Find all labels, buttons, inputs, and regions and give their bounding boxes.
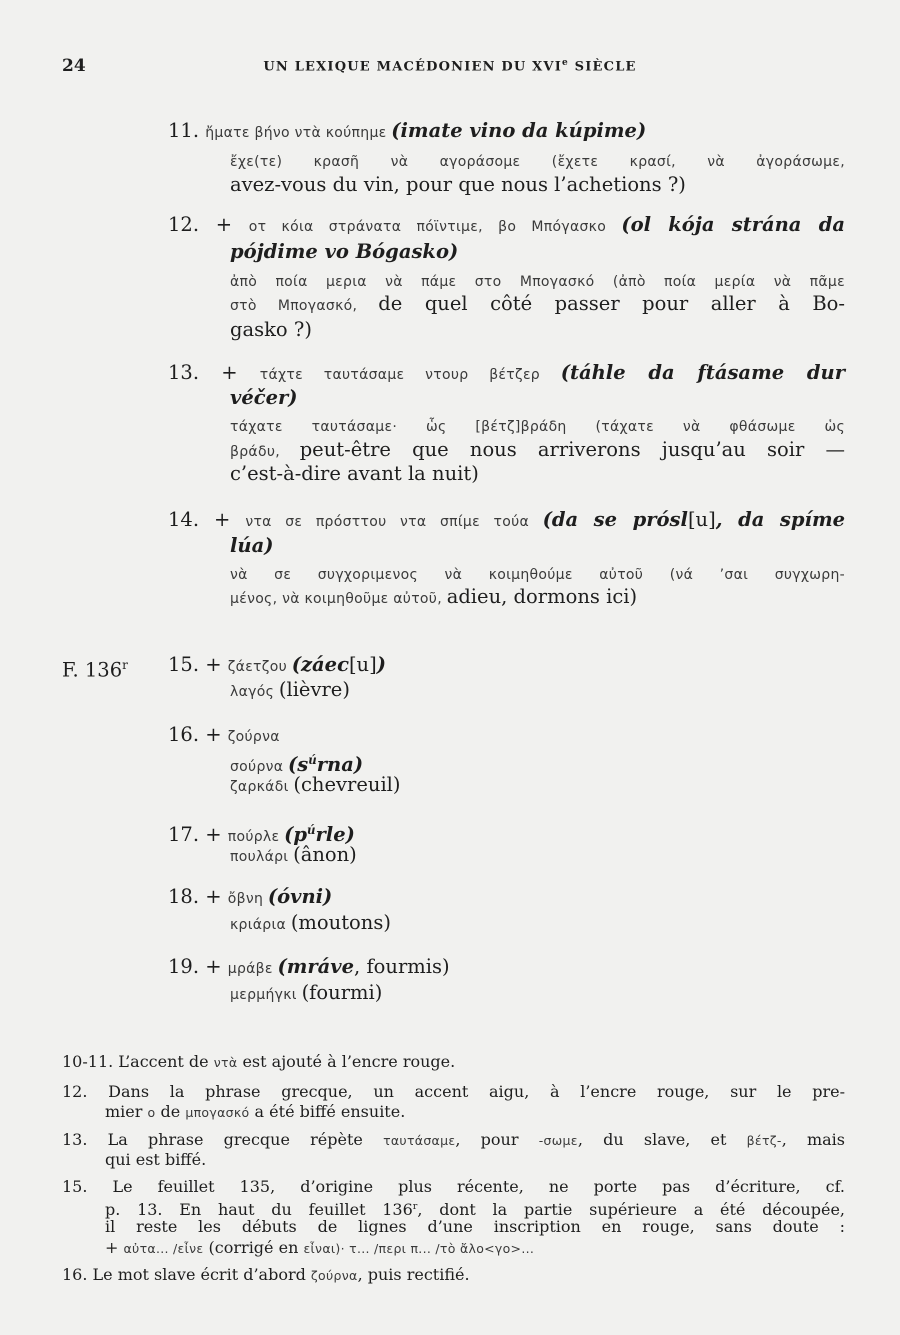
french-text: gasko ?) <box>230 318 312 341</box>
transliteration-text: pójdime vo Bógasko) <box>230 240 459 263</box>
running-title-sup: e <box>562 58 569 68</box>
greek-text: λαγός <box>230 684 279 700</box>
entry-line <box>230 980 382 1008</box>
greek-text: ζούρνα <box>227 729 280 745</box>
greek-text: ζούρνα <box>310 1268 358 1283</box>
greek-text: σούρνα <box>230 759 289 776</box>
french-text: de quel côté passer pour aller à Bo- <box>378 292 845 315</box>
entry-line <box>230 677 350 705</box>
french-text: qui est biffé. <box>105 1150 207 1169</box>
french-text: 10-11. L’accent de <box>62 1052 214 1071</box>
greek-text: -σωμε <box>538 1133 578 1148</box>
french-text: (ânon) <box>293 843 357 866</box>
footnote-line <box>105 1238 534 1259</box>
transliteration-text: rna) <box>316 753 364 777</box>
greek-text: ζαρκάδι <box>230 779 294 795</box>
footnote-line <box>62 1177 845 1197</box>
french-text: (moutons) <box>290 911 391 934</box>
french-text: 12. + <box>168 213 249 236</box>
entry-line <box>230 385 298 411</box>
folio-marker <box>62 652 128 684</box>
french-text: 16. + <box>168 723 228 746</box>
entry-line <box>230 842 357 870</box>
entry-line <box>230 147 845 175</box>
french-text: p. 13. En haut du feuillet 136 <box>105 1199 413 1219</box>
transliteration-text: lúa) <box>230 534 274 557</box>
french-text: , fourmis) <box>354 955 450 978</box>
french-text: 14. + <box>168 508 246 531</box>
entry-line <box>168 884 332 912</box>
folio-sup: r <box>122 658 128 672</box>
french-text: est ajouté à l’encre rouge. <box>237 1052 456 1071</box>
greek-text: μερμήγκι <box>230 987 302 1003</box>
footnote-line <box>62 1082 845 1102</box>
greek-text: ζάετζου <box>227 659 292 675</box>
french-text: 12. Dans la phrase grecque, un accent aigu, à l’encre rouge, sur le pre- <box>62 1082 845 1101</box>
transliteration-text: (da se prósl <box>542 508 688 531</box>
french-text: 17. + <box>168 823 228 847</box>
entry-line <box>230 291 845 319</box>
french-text: adieu, dormons ici) <box>446 585 638 608</box>
transliteration-text: (záec <box>291 653 349 676</box>
page-number: 24 <box>62 56 86 76</box>
entry-line <box>230 172 686 198</box>
french-text: 19. + <box>168 955 228 978</box>
greek-text: ντα σε πρόσττου ντα σπίμε τούα <box>245 514 543 530</box>
footnote-line <box>62 1130 845 1151</box>
running-title-text: UN LEXIQUE MACÉDONIEN DU XVI <box>263 59 563 75</box>
greek-text: πουλάρι <box>230 849 294 865</box>
running-title <box>0 58 900 74</box>
entry-line <box>168 954 450 982</box>
entry-line <box>230 412 845 440</box>
french-text: 11. <box>168 119 206 142</box>
footnote-line <box>105 1217 845 1237</box>
greek-text: βράδυ, <box>230 444 300 460</box>
french-text: 15. Le feuillet 135, d’origine plus récente, ne porte pas d’écriture, cf. <box>62 1177 845 1196</box>
french-text: (corrigé en <box>203 1238 304 1257</box>
french-text: + <box>105 1238 124 1257</box>
greek-text: βέτζ- <box>746 1133 782 1148</box>
folio-label: F. 136 <box>62 658 123 682</box>
greek-text: τάχτε ταυτάσαμε ντουρ βέτζερ <box>259 367 561 383</box>
transliteration-text: rle) <box>315 823 355 847</box>
entry-line <box>168 212 845 240</box>
greek-text: ντὰ <box>213 1055 238 1070</box>
entry-line <box>230 584 637 612</box>
entry-line <box>168 507 845 535</box>
french-text: 13. + <box>168 361 260 384</box>
entry-line <box>230 239 458 265</box>
transliteration-text: (táhle da ftásame dur <box>560 361 845 384</box>
french-text: avez-vous du vin, pour que nous l’achetions ?) <box>230 173 686 196</box>
french-text: peut-être que nous arriverons jusqu’au soir — <box>299 438 845 461</box>
greek-text: νὰ σε συγχοριμενος νὰ κοιμηθούμε αὐτοῦ (νά ’σαι συγχωρη- <box>230 567 845 583</box>
entry-line <box>168 118 646 146</box>
greek-text: κριάρια <box>230 917 291 933</box>
transliteration-text: véčer) <box>230 386 298 409</box>
french-text: [u] <box>687 508 716 531</box>
transliteration-text: ú <box>308 753 317 767</box>
footnote-line <box>105 1102 405 1123</box>
greek-text: ο <box>147 1105 156 1120</box>
footnote-line <box>62 1052 455 1073</box>
french-text: (fourmi) <box>301 981 383 1004</box>
transliteration-text: ) <box>376 653 386 676</box>
french-text: (lièvre) <box>278 678 350 701</box>
transliteration-text: ú <box>307 823 316 837</box>
greek-text: οτ κόια στράνατα πόϊντιμε, βο Μπόγασκο <box>248 219 622 235</box>
footnote-line <box>105 1150 206 1170</box>
greek-text: μπογασκό <box>185 1105 250 1120</box>
french-text: r <box>412 1201 418 1212</box>
footnote-line <box>62 1265 470 1286</box>
french-text: , puis rectifié. <box>357 1265 470 1284</box>
french-text: (chevreuil) <box>293 773 401 796</box>
running-title-end: SIÈCLE <box>568 59 637 75</box>
greek-text: ἤματε βήνο ντὰ κούπημε <box>205 125 392 141</box>
greek-text: ὄβνη <box>227 891 268 907</box>
greek-text: ταυτάσαμε <box>383 1133 456 1148</box>
transliteration-text: (óvni) <box>267 885 333 908</box>
french-text: 13. La phrase grecque répète <box>62 1130 384 1149</box>
entry-line <box>230 772 401 800</box>
transliteration-text: (mráve <box>277 955 355 978</box>
transliteration-text: (s <box>288 753 309 777</box>
transliteration-text: (ol kója strána da <box>621 213 845 236</box>
transliteration-text: , da spíme <box>715 508 845 531</box>
greek-text: πούρλε <box>227 829 285 846</box>
entry-line <box>168 722 280 750</box>
french-text: de <box>155 1102 186 1121</box>
transliteration-text: (imate vino da kúpime) <box>391 119 647 142</box>
transliteration-text: (p <box>284 823 308 847</box>
greek-text: ἀπὸ ποία μερια νὰ πάμε στο Μπογασκό (ἀπὸ ποία μερία νὰ πᾶμε <box>230 274 845 290</box>
french-text: c’est-à-dire avant la nuit) <box>230 462 479 485</box>
greek-text: μένος, νὰ κοιμηθοῦμε αὐτοῦ, <box>230 591 447 607</box>
entry-line <box>168 360 845 388</box>
greek-text: αὐτα... /εἶνε <box>123 1241 204 1256</box>
french-text: 18. + <box>168 885 228 908</box>
greek-text: εἶναι)· τ... /περι π... /τὸ ἄλο<γο>... <box>303 1241 535 1256</box>
greek-text: στὸ Μπογασκό, <box>230 298 379 314</box>
greek-text: τάχατε ταυτάσαμε· ὧς [βέτζ]βράδη (τάχατε νὰ φθάσωμε ὡς <box>230 419 845 435</box>
french-text: , du slave, et <box>577 1130 747 1149</box>
french-text: 15. + <box>168 653 228 676</box>
entry-line <box>230 461 479 487</box>
french-text: , dont la partie supérieure a été découpée, <box>417 1199 846 1219</box>
entry-line <box>230 533 273 559</box>
greek-text: μράβε <box>227 961 278 977</box>
french-text: mier <box>105 1102 148 1121</box>
french-text: a été biffé ensuite. <box>249 1102 406 1121</box>
french-text: , pour <box>455 1130 539 1149</box>
french-text: [u] <box>348 653 377 676</box>
french-text: , mais <box>781 1130 846 1149</box>
entry-line <box>230 910 391 938</box>
greek-text: ἔχε(τε) κρασῆ νὰ αγοράσομε (ἔχετε κρασί, νὰ ἀγοράσωμε, <box>230 154 845 170</box>
entry-line <box>230 317 312 343</box>
french-text: il reste les débuts de lignes d’une inscription en rouge, sans doute : <box>105 1217 845 1236</box>
french-text: 16. Le mot slave écrit d’abord <box>62 1265 311 1284</box>
entry-line <box>168 652 386 680</box>
